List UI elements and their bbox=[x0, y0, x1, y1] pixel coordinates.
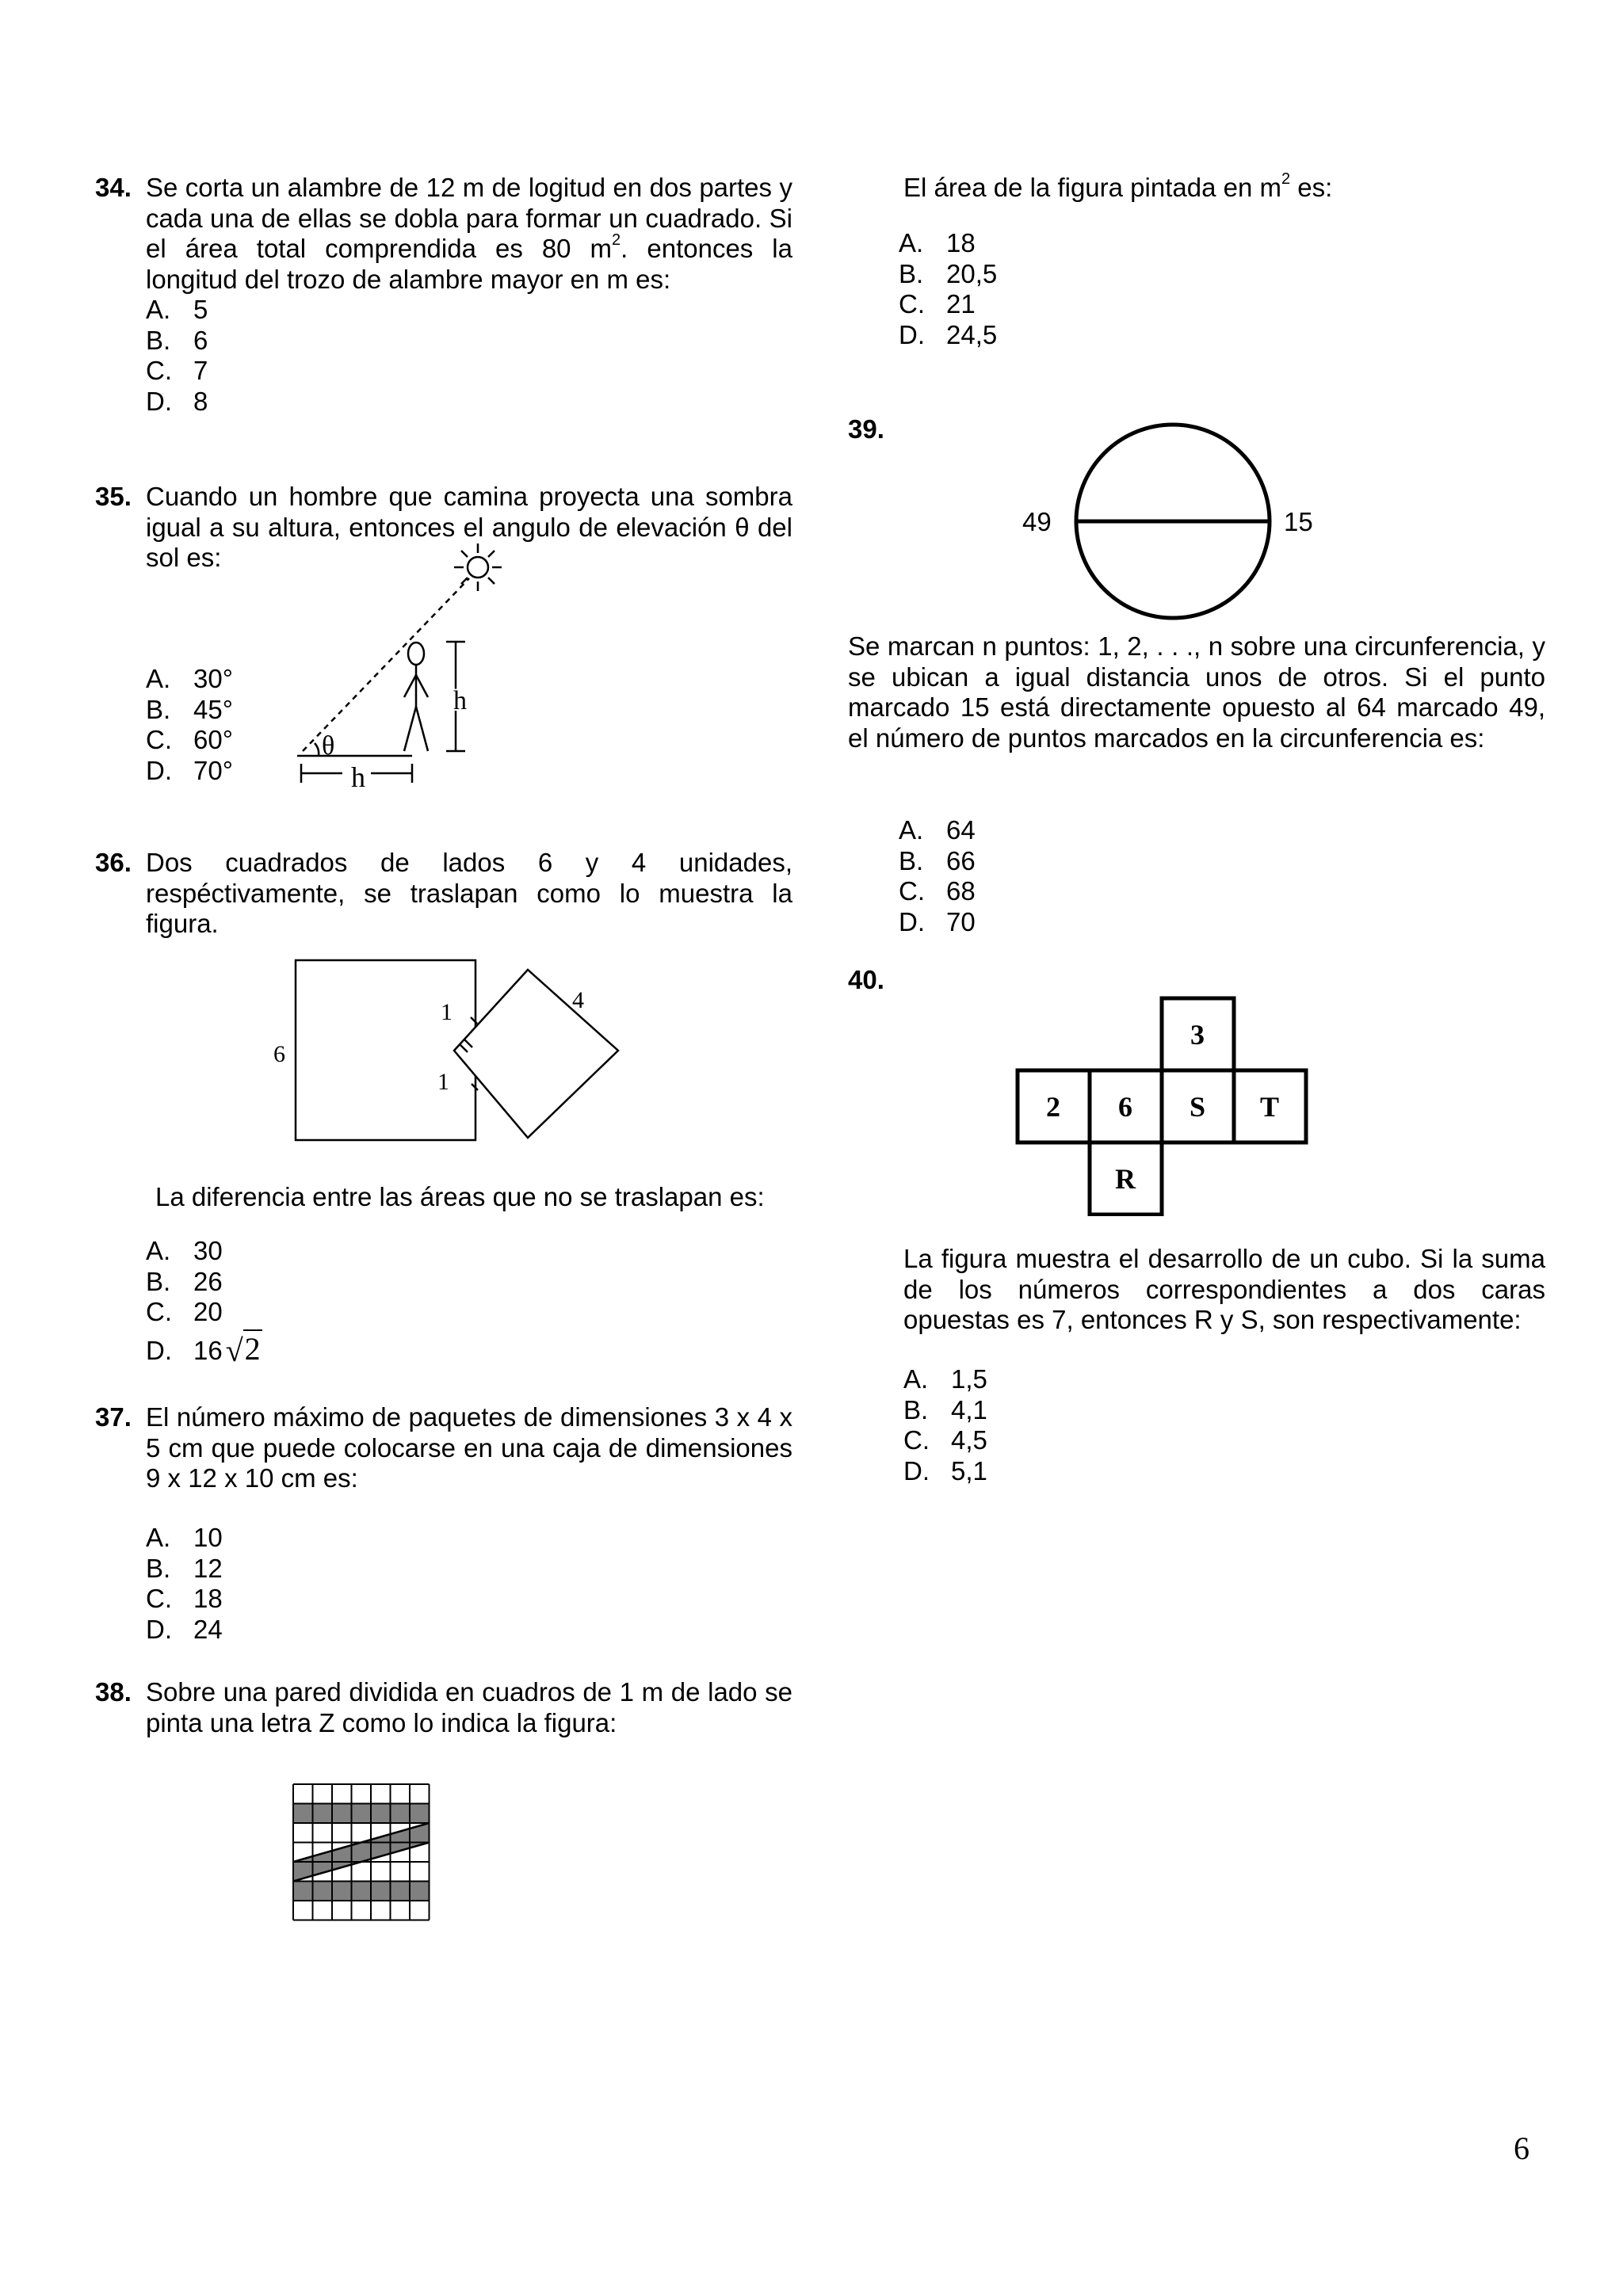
q36-question: La diferencia entre las áreas que no se traslapan es: bbox=[155, 1182, 765, 1211]
sight-line bbox=[303, 578, 469, 751]
face-label-6: 6 bbox=[1118, 1091, 1132, 1123]
cube-net-figure bbox=[1006, 994, 1316, 1216]
option-c[interactable]: C. 4,5 bbox=[903, 1425, 987, 1455]
option-a[interactable]: A. 30° bbox=[146, 664, 233, 693]
option-c[interactable]: C. 21 bbox=[899, 289, 976, 318]
options-list bbox=[146, 295, 792, 417]
question-39-number: 39. bbox=[848, 414, 884, 444]
q36-options-list bbox=[146, 1236, 262, 1366]
question-stem: Cuando un hombre que camina proyecta una sombra igual a su altura, entonces el angulo de elevación θ del sol es: bbox=[146, 482, 792, 572]
option-b[interactable]: B. 45° bbox=[146, 694, 233, 724]
man-figure bbox=[404, 643, 428, 751]
question-number: 38. bbox=[95, 1677, 132, 1707]
option-d[interactable]: D. 70° bbox=[146, 755, 233, 785]
option-d[interactable]: D. 8 bbox=[146, 386, 208, 416]
option-c[interactable]: C. 60° bbox=[146, 725, 233, 754]
question-number: 37. bbox=[95, 1402, 132, 1432]
option-b[interactable]: B. 20,5 bbox=[899, 258, 998, 288]
option-c[interactable]: C. 7 bbox=[146, 356, 208, 385]
big-square bbox=[296, 960, 475, 1140]
question-number: 36. bbox=[95, 848, 132, 877]
label-6: 6 bbox=[273, 1041, 285, 1067]
face-label-3: 3 bbox=[1190, 1019, 1205, 1051]
q38-options-list bbox=[899, 228, 997, 350]
option-a[interactable]: A. 64 bbox=[899, 815, 976, 845]
question-36 bbox=[95, 848, 792, 940]
face-label-T: T bbox=[1259, 1091, 1280, 1123]
question-34 bbox=[95, 173, 792, 417]
face-label-S: S bbox=[1189, 1091, 1206, 1123]
option-c[interactable]: C. 68 bbox=[899, 876, 976, 906]
label-top-1: 1 bbox=[441, 999, 453, 1025]
question-stem: Dos cuadrados de lados 6 y 4 unidades, respéctivamente, se traslapan como lo muestra la figura. bbox=[146, 848, 792, 938]
q40-options-list bbox=[903, 1364, 987, 1486]
z-top-bar bbox=[293, 1804, 430, 1824]
height-label: h bbox=[453, 686, 467, 715]
label-4: 4 bbox=[572, 987, 584, 1013]
question-stem: Se marcan n puntos: 1, 2, . . ., n sobre una circunferencia, y se ubican a igual distancia unos de otros. Si el punto marcado 15 está directamente opuesto al 64 marcado 49, el número de puntos marcados en la circunferencia es: bbox=[848, 631, 1545, 753]
option-d[interactable]: D. 24 bbox=[146, 1614, 223, 1644]
label-49: 49 bbox=[1022, 507, 1052, 536]
option-a[interactable]: A. 30 bbox=[146, 1236, 223, 1265]
option-d[interactable]: D. 70 bbox=[899, 906, 976, 936]
base-label: h bbox=[351, 761, 365, 793]
option-b[interactable]: B. 6 bbox=[146, 325, 208, 355]
q37-options-list bbox=[146, 1523, 223, 1645]
question-number: 34. bbox=[95, 173, 132, 202]
q35-options-list bbox=[146, 664, 233, 786]
angle-arc bbox=[315, 743, 319, 756]
option-c[interactable]: C. 18 bbox=[146, 1584, 223, 1613]
option-d[interactable]: D. 16 √2 bbox=[146, 1330, 261, 1368]
small-square bbox=[454, 970, 618, 1138]
option-b[interactable]: B. 26 bbox=[146, 1266, 223, 1296]
option-b[interactable]: B. 66 bbox=[899, 845, 976, 875]
question-stem: Se corta un alambre de 12 m de logitud en dos partes y cada una de ellas se dobla para formar un cuadrado. Si el área total comprendida es 80 $m^2$. entonces la longitud del trozo de alambre mayor en m es: bbox=[146, 173, 792, 294]
option-b[interactable]: B. 12 bbox=[146, 1553, 223, 1583]
question-38 bbox=[95, 1677, 792, 1738]
question-number: 35. bbox=[95, 482, 132, 511]
page-number: 6 bbox=[1514, 2130, 1529, 2166]
sun-icon bbox=[454, 543, 502, 591]
question-39 bbox=[848, 631, 1545, 753]
question-stem: Sobre una pared dividida en cuadros de 1 m de lado se pinta una letra Z como lo indica la figura: bbox=[146, 1677, 792, 1737]
option-a[interactable]: A. 10 bbox=[146, 1523, 223, 1552]
q39-options-list bbox=[899, 815, 976, 937]
z-grid-figure bbox=[292, 1783, 431, 1922]
label-bottom-1: 1 bbox=[437, 1069, 449, 1095]
question-40-number: 40. bbox=[848, 965, 884, 994]
elevation-angle-figure bbox=[285, 539, 523, 808]
overlapping-squares-figure bbox=[262, 951, 634, 1157]
z-diagonal-band bbox=[293, 1823, 430, 1882]
face-label-R: R bbox=[1115, 1163, 1136, 1195]
question-stem: La figura muestra el desarrollo de un cubo. Si la suma de los números correspondientes a dos caras opuestas es 7, entonces R y S, son respectivamente: bbox=[903, 1244, 1545, 1334]
radical-sign: √2 bbox=[225, 1330, 261, 1368]
question-stem: El número máximo de paquetes de dimensiones 3 x 4 x 5 cm que puede colocarse en una caja de dimensiones 9 x 12 x 10 cm es: bbox=[146, 1402, 792, 1493]
option-b[interactable]: B. 4,1 bbox=[903, 1394, 987, 1425]
q38-question: El área de la figura pintada en $m^2$ es: bbox=[903, 170, 1333, 202]
option-a[interactable]: A. 18 bbox=[899, 228, 976, 257]
option-c[interactable]: C. 20 bbox=[146, 1297, 223, 1326]
option-a[interactable]: A. 1,5 bbox=[903, 1364, 987, 1394]
option-d[interactable]: D. 5,1 bbox=[903, 1455, 987, 1486]
option-d[interactable]: D. 24,5 bbox=[899, 319, 998, 349]
question-40 bbox=[903, 1244, 1545, 1336]
circle-figure bbox=[1014, 420, 1331, 626]
face-label-2: 2 bbox=[1046, 1091, 1060, 1123]
question-37 bbox=[95, 1402, 792, 1494]
option-a[interactable]: A. 5 bbox=[146, 295, 208, 324]
label-15: 15 bbox=[1284, 507, 1313, 536]
theta-label: θ bbox=[322, 731, 335, 761]
z-bottom-bar bbox=[293, 1882, 430, 1901]
